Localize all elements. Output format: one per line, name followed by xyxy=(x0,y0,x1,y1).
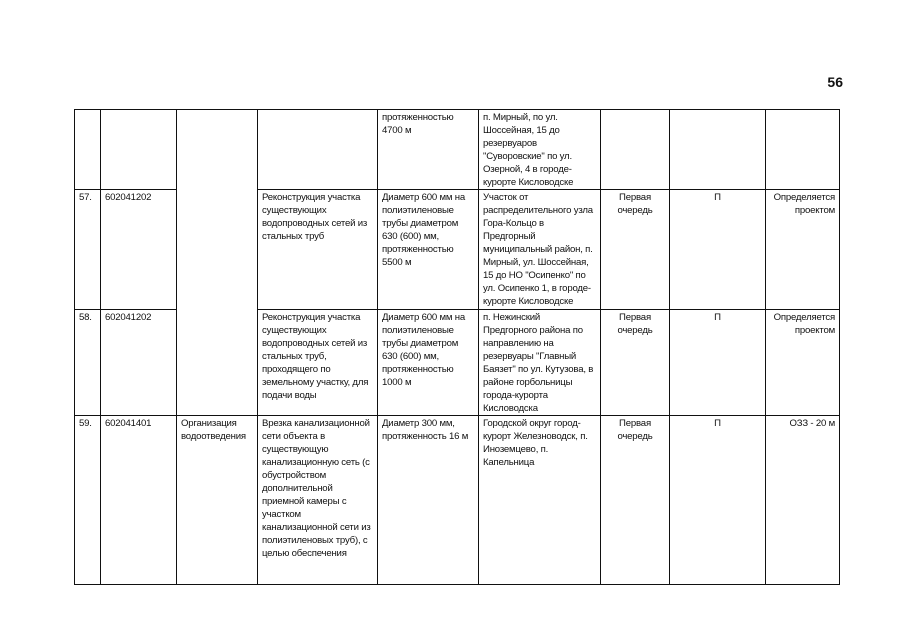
code-cell: 602041202 xyxy=(101,310,177,416)
stage-cell: Первая очередь xyxy=(601,190,670,310)
code-cell xyxy=(101,110,177,190)
parameters-cell: Диаметр 300 мм, протяженность 16 м xyxy=(378,416,479,585)
parameters-cell: протяженностью 4700 м xyxy=(378,110,479,190)
location-cell: Городской округ город-курорт Железноводск, п. Иноземцево, п. Капельница xyxy=(479,416,601,585)
object-name-cell: Врезка канализационной сети объекта в существующую канализационную сеть (с обустройством дополнительной приемной камеры с участком канализационной сети из полиэтиленовых труб), с целью обеспечения xyxy=(258,416,378,585)
row-number-cell: 59. xyxy=(75,416,101,585)
group-cell xyxy=(177,110,258,416)
row-number-cell xyxy=(75,110,101,190)
zone-cell: Определяется проектом xyxy=(766,310,840,416)
object-name-cell xyxy=(258,110,378,190)
page-number: 56 xyxy=(827,74,843,90)
status-cell: П xyxy=(670,416,766,585)
zone-cell: Определяется проектом xyxy=(766,190,840,310)
stage-cell: Первая очередь xyxy=(601,310,670,416)
registry-table xyxy=(74,109,840,585)
location-cell: Участок от распределительного узла Гора-Кольцо в Предгорный муниципальный район, п. Мирный, ул. Шоссейная, 15 до НО "Осипенко" по ул. Осипенко 1, в городе-курорте Кисловодске xyxy=(479,190,601,310)
code-cell: 602041401 xyxy=(101,416,177,585)
table-row xyxy=(75,110,840,190)
code-cell: 602041202 xyxy=(101,190,177,310)
group-cell: Организация водоотведения xyxy=(177,416,258,585)
object-name-cell: Реконструкция участка существующих водопроводных сетей из стальных труб xyxy=(258,190,378,310)
status-cell xyxy=(670,110,766,190)
zone-cell: ОЗЗ - 20 м xyxy=(766,416,840,585)
object-name-cell: Реконструкция участка существующих водопроводных сетей из стальных труб, проходящего по земельному участку, для подачи воды xyxy=(258,310,378,416)
table-row xyxy=(75,416,840,585)
status-cell: П xyxy=(670,190,766,310)
stage-cell: Первая очередь xyxy=(601,416,670,585)
zone-cell xyxy=(766,110,840,190)
status-cell: П xyxy=(670,310,766,416)
parameters-cell: Диаметр 600 мм на полиэтиленовые трубы диаметром 630 (600) мм, протяженностью 1000 м xyxy=(378,310,479,416)
parameters-cell: Диаметр 600 мм на полиэтиленовые трубы диаметром 630 (600) мм, протяженностью 5500 м xyxy=(378,190,479,310)
location-cell: п. Нежинский Предгорного района по направлению на резервуары "Главный Баязет" по ул. Кутузова, в районе горбольницы города-курорта Кисловодска xyxy=(479,310,601,416)
location-cell: п. Мирный, по ул. Шоссейная, 15 до резервуаров "Сувоpовские" по ул. Озерной, 4 в городе-курорте Кисловодске xyxy=(479,110,601,190)
stage-cell xyxy=(601,110,670,190)
row-number-cell: 57. xyxy=(75,190,101,310)
row-number-cell: 58. xyxy=(75,310,101,416)
